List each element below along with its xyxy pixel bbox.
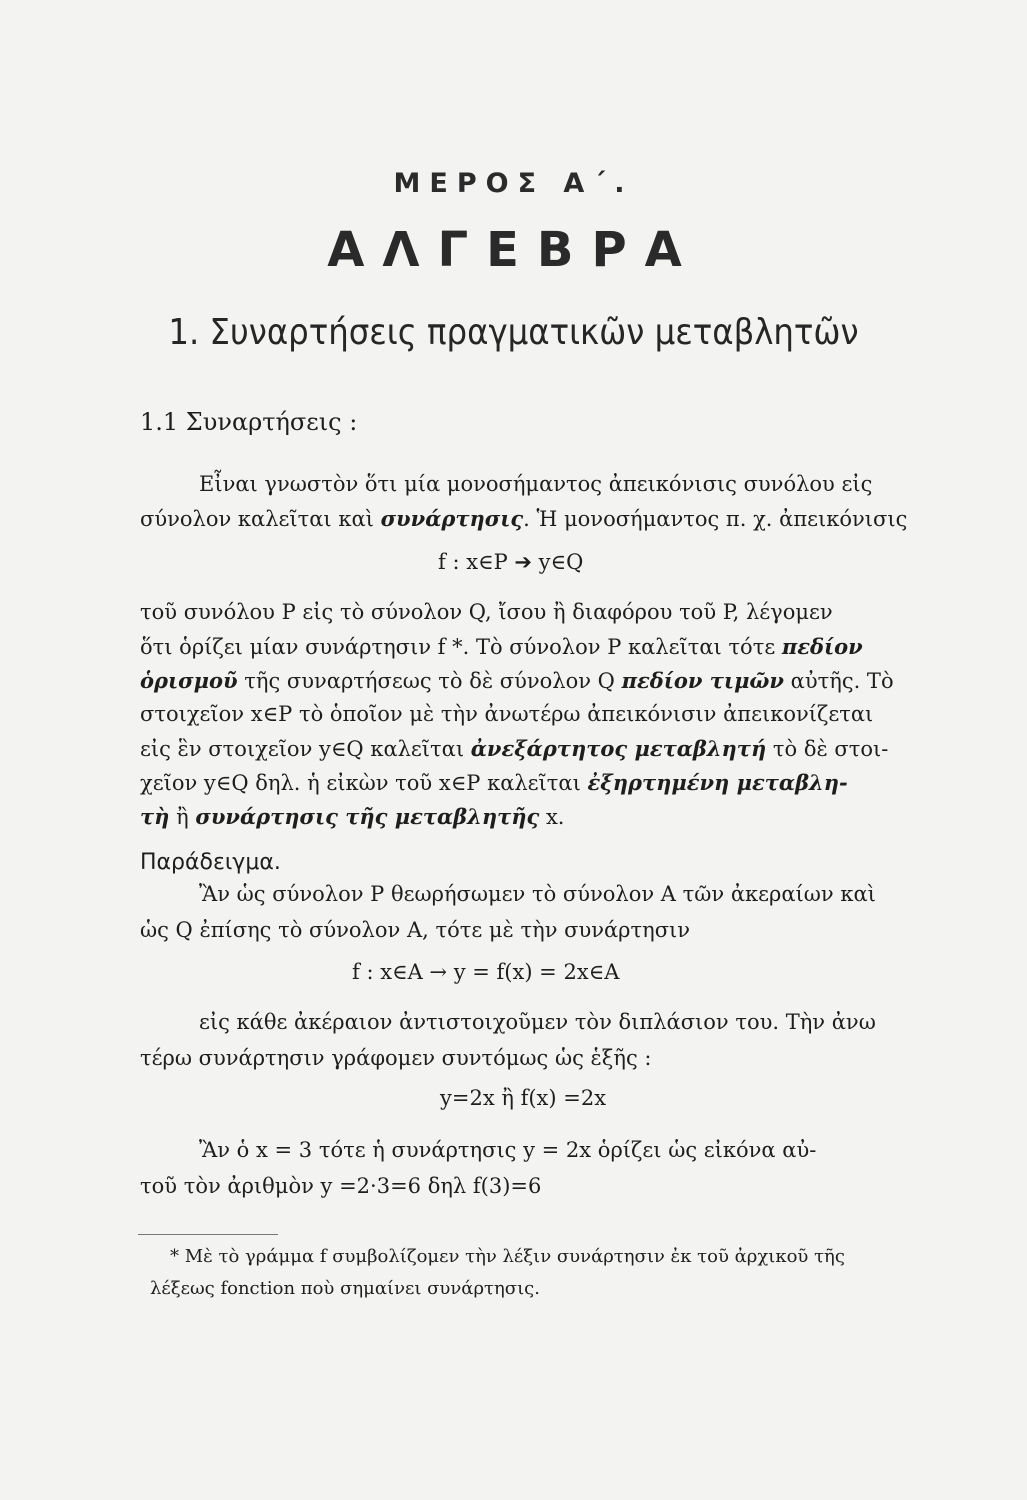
paragraph-line xyxy=(140,806,564,828)
text-run: ὅτι ὁρίζει μίαν συνάρτησιν f *. Τὸ σύνολον P καλεῖται τότε xyxy=(140,635,782,659)
emphasis-term: ἐξηρτημένη μεταβλη- xyxy=(587,770,848,795)
text-run: εἰς ἓν στοιχεῖον y∈Q καλεῖται xyxy=(140,737,471,761)
paragraph-line: τοῦ τὸν ἀριθμὸν y =2·3=6 δηλ f(3)=6 xyxy=(140,1174,542,1198)
paragraph-line: ὡς Q ἐπίσης τὸ σύνολον A, τότε μὲ τὴν συνάρτησιν xyxy=(140,918,691,942)
text-run: χεῖον y∈Q δηλ. ἡ εἰκὼν τοῦ x∈P καλεῖται xyxy=(140,771,588,795)
paragraph-line: τοῦ συνόλου P εἰς τὸ σύνολον Q, ἴσου ἢ διαφόρου τοῦ P, λέγομεν xyxy=(140,600,833,624)
text-run: τὸ δὲ στοι- xyxy=(766,737,889,761)
section-heading: 1.1 Συναρτήσεις : xyxy=(140,408,358,436)
paragraph-line: εἰς κάθε ἀκέραιον ἀντιστοιχοῦμεν τὸν διπλάσιον του. Τὴν ἀνω xyxy=(199,1010,876,1034)
page-title: ΑΛΓΕΒΡΑ xyxy=(327,222,700,278)
formula: f : x∈P ➔ y∈Q xyxy=(438,550,584,574)
paragraph-line: τέρω συνάρτησιν γράφομεν συντόμως ὡς ἑξῆς : xyxy=(140,1046,652,1070)
paragraph-line xyxy=(140,772,848,794)
paragraph-line: Ἂν ὡς σύνολον P θεωρήσωμεν τὸ σύνολον A τῶν ἀκεραίων καὶ xyxy=(199,882,876,906)
paragraph-line xyxy=(140,508,907,530)
formula: y=2x ἢ f(x) =2x xyxy=(440,1086,607,1110)
emphasis-term: ἀνεξάρτητος μεταβλητή xyxy=(470,736,767,761)
text-run: . Ἡ μονοσήμαντος π. χ. ἀπεικόνισις xyxy=(523,507,908,531)
emphasis-term: συνάρτησις τῆς μεταβλητῆς xyxy=(195,804,540,829)
emphasis-term: πεδίον τιμῶν xyxy=(621,668,784,693)
paragraph-line: στοιχεῖον x∈P τὸ ὁποῖον μὲ τὴν ἀνωτέρω ἀπεικόνισιν ἀπεικονίζεται xyxy=(140,702,874,726)
chapter-heading: 1. Συναρτήσεις πραγματικῶν μεταβλητῶν xyxy=(168,312,859,353)
emphasis-term: ὁρισμοῦ xyxy=(140,668,238,693)
paragraph-line: Εἶναι γνωστὸν ὅτι μία μονοσήμαντος ἀπεικόνισις συνόλου εἰς xyxy=(199,472,873,496)
text-run: σύνολον καλεῖται καὶ xyxy=(140,507,381,531)
text-run: ἢ xyxy=(169,805,196,829)
emphasis-term: πεδίον xyxy=(781,634,863,659)
paragraph-line xyxy=(140,738,888,760)
paragraph-line: Ἂν ὁ x = 3 τότε ἡ συνάρτησις y = 2x ὁρίζει ὡς εἰκόνα αὐ- xyxy=(199,1138,817,1162)
paragraph-line xyxy=(140,636,863,658)
emphasis-term: τὴ xyxy=(140,804,170,829)
footnote-divider xyxy=(138,1234,278,1235)
part-heading: ΜΕΡΟΣ Α΄. xyxy=(393,168,634,199)
emphasis-term: συνάρτησις xyxy=(380,506,524,531)
text-run: αὐτῆς. Τὸ xyxy=(784,669,894,693)
footnote-line: λέξεως fonction ποὺ σημαίνει συνάρτησις. xyxy=(150,1278,540,1299)
example-label: Παράδειγμα. xyxy=(140,850,281,875)
footnote-line: * Μὲ τὸ γράμμα f συμβολίζομεν τὴν λέξιν συνάρτησιν ἐκ τοῦ ἀρχικοῦ τῆς xyxy=(170,1246,845,1267)
formula: f : x∈A → y = f(x) = 2x∈A xyxy=(352,960,620,984)
paragraph-line xyxy=(140,670,894,692)
text-run: τῆς συναρτήσεως τὸ δὲ σύνολον Q xyxy=(237,669,622,693)
text-run: x. xyxy=(539,805,565,829)
